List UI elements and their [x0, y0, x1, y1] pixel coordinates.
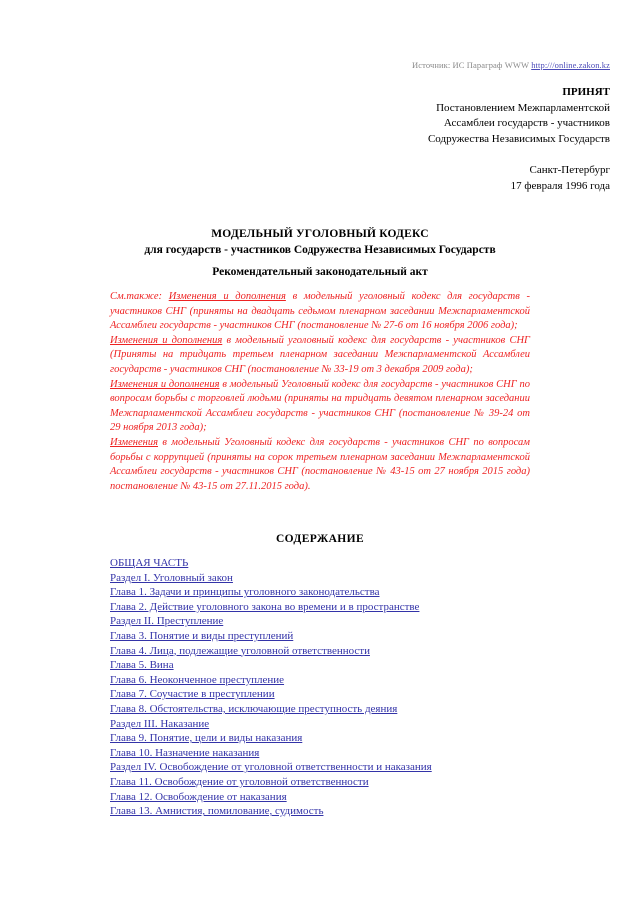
- adopted-line-2: Ассамблеи государств - участников: [443, 117, 610, 129]
- amendment-link[interactable]: Изменения: [110, 436, 158, 448]
- toc-link[interactable]: ОБЩАЯ ЧАСТЬ: [110, 557, 189, 569]
- adoption-date: 17 февраля 1996 года: [510, 179, 610, 192]
- adoption-city: Санкт-Петербург: [529, 164, 610, 176]
- act-type-label: Рекомендательный законодательный акт: [212, 266, 428, 278]
- source-prefix: Источник: ИС Параграф WWW: [412, 60, 532, 70]
- toc-link[interactable]: Раздел IV. Освобождение от уголовной ответственности и наказания: [110, 761, 432, 774]
- adopted-line-3: Содружества Независимых Государств: [427, 132, 610, 145]
- adopted-title: ПРИНЯТ: [562, 86, 610, 98]
- source-url-link[interactable]: http:///online.zakon.kz: [531, 60, 610, 70]
- amendment-text: в модельный Уголовный кодекс для государств - участников СНГ по вопросам борьбы с коррупцией (приняты на сорок третьем пленарном заседании Межпарламентской Ассамблеи государств - участников СНГ (постановление № 43-15 от 27 ноября 2015 года) постановление № 43-15 от 27.11.2015 года).: [110, 436, 530, 492]
- toc-link[interactable]: Глава 9. Понятие, цели и виды наказания: [110, 732, 303, 745]
- place-and-date-block: [511, 163, 610, 194]
- table-of-contents: [110, 556, 540, 819]
- adopted-line-1: Постановлением Межпарламентской: [436, 101, 610, 114]
- amendment-text: в модельный уголовный кодекс для государств - участников СНГ (Приняты на тридцать третьем пленарном заседании Межпарламентской Ассамблеи государств - участников СНГ (постановление № 33-19 от 3 декабря 2009 года);: [110, 334, 531, 375]
- amendments-notice: [110, 290, 530, 494]
- toc-link[interactable]: Глава 8. Обстоятельства, исключающие преступность деяния: [110, 702, 398, 715]
- page-title: МОДЕЛЬНЫЙ УГОЛОВНЫЙ КОДЕКС: [211, 228, 429, 240]
- amendment-text: в модельный уголовный кодекс для государств - участников СНГ (приняты на двадцать седьмом пленарном заседании Межпарламентской Ассамблеи государств - участников СНГ (постановление № 27-6 от 16 ноября 2006 года);: [110, 291, 530, 332]
- toc-link[interactable]: Глава 5. Вина: [110, 659, 174, 672]
- amendment-link[interactable]: Изменения и дополнения: [110, 378, 220, 390]
- toc-link[interactable]: Раздел II. Преступление: [110, 615, 224, 628]
- amendment-link[interactable]: Изменения и дополнения: [110, 334, 223, 346]
- page-subtitle: для государств - участников Содружества Независимых Государств: [144, 244, 496, 256]
- toc-link[interactable]: Глава 2. Действие уголовного закона во времени и в пространстве: [110, 600, 420, 613]
- toc-link[interactable]: Глава 1. Задачи и принципы уголовного законодательства: [110, 586, 380, 599]
- toc-link[interactable]: Глава 13. Амнистия, помилование, судимость: [110, 805, 324, 818]
- amendment-item: [110, 378, 530, 436]
- toc-link[interactable]: Раздел I. Уголовный закон: [110, 571, 233, 584]
- amendment-item: [110, 290, 530, 334]
- amendment-link[interactable]: Изменения и дополнения: [168, 291, 286, 302]
- amendment-item: [110, 334, 530, 378]
- toc-link[interactable]: Раздел III. Наказание: [110, 717, 210, 730]
- amendment-item: [110, 436, 530, 494]
- adoption-block: [428, 85, 610, 147]
- toc-link[interactable]: Глава 7. Соучастие в преступлении: [110, 688, 275, 701]
- toc-link[interactable]: Глава 4. Лица, подлежащие уголовной ответственности: [110, 644, 370, 657]
- toc-link[interactable]: Глава 3. Понятие и виды преступлений: [110, 629, 294, 642]
- toc-link[interactable]: Глава 12. Освобождение от наказания: [110, 790, 287, 803]
- see-also-label: См.также:: [110, 291, 162, 302]
- toc-link[interactable]: Глава 10. Назначение наказания: [110, 746, 260, 759]
- source-attribution: [412, 60, 610, 70]
- table-of-contents-heading: СОДЕРЖАНИЕ: [275, 533, 365, 545]
- document-title-block: [0, 226, 640, 258]
- toc-link[interactable]: Глава 6. Неоконченное преступление: [110, 673, 285, 686]
- toc-link[interactable]: Глава 11. Освобождение от уголовной ответственности: [110, 775, 369, 788]
- amendment-text: в модельный Уголовный кодекс для государств - участников СНГ по вопросам борьбы с торговлей людьми (приняты на тридцать девятом пленарном заседании Межпарламентской Ассамблеи государств - участников СНГ (постановление № 39-24 от 29 ноября 2013 года);: [110, 378, 531, 434]
